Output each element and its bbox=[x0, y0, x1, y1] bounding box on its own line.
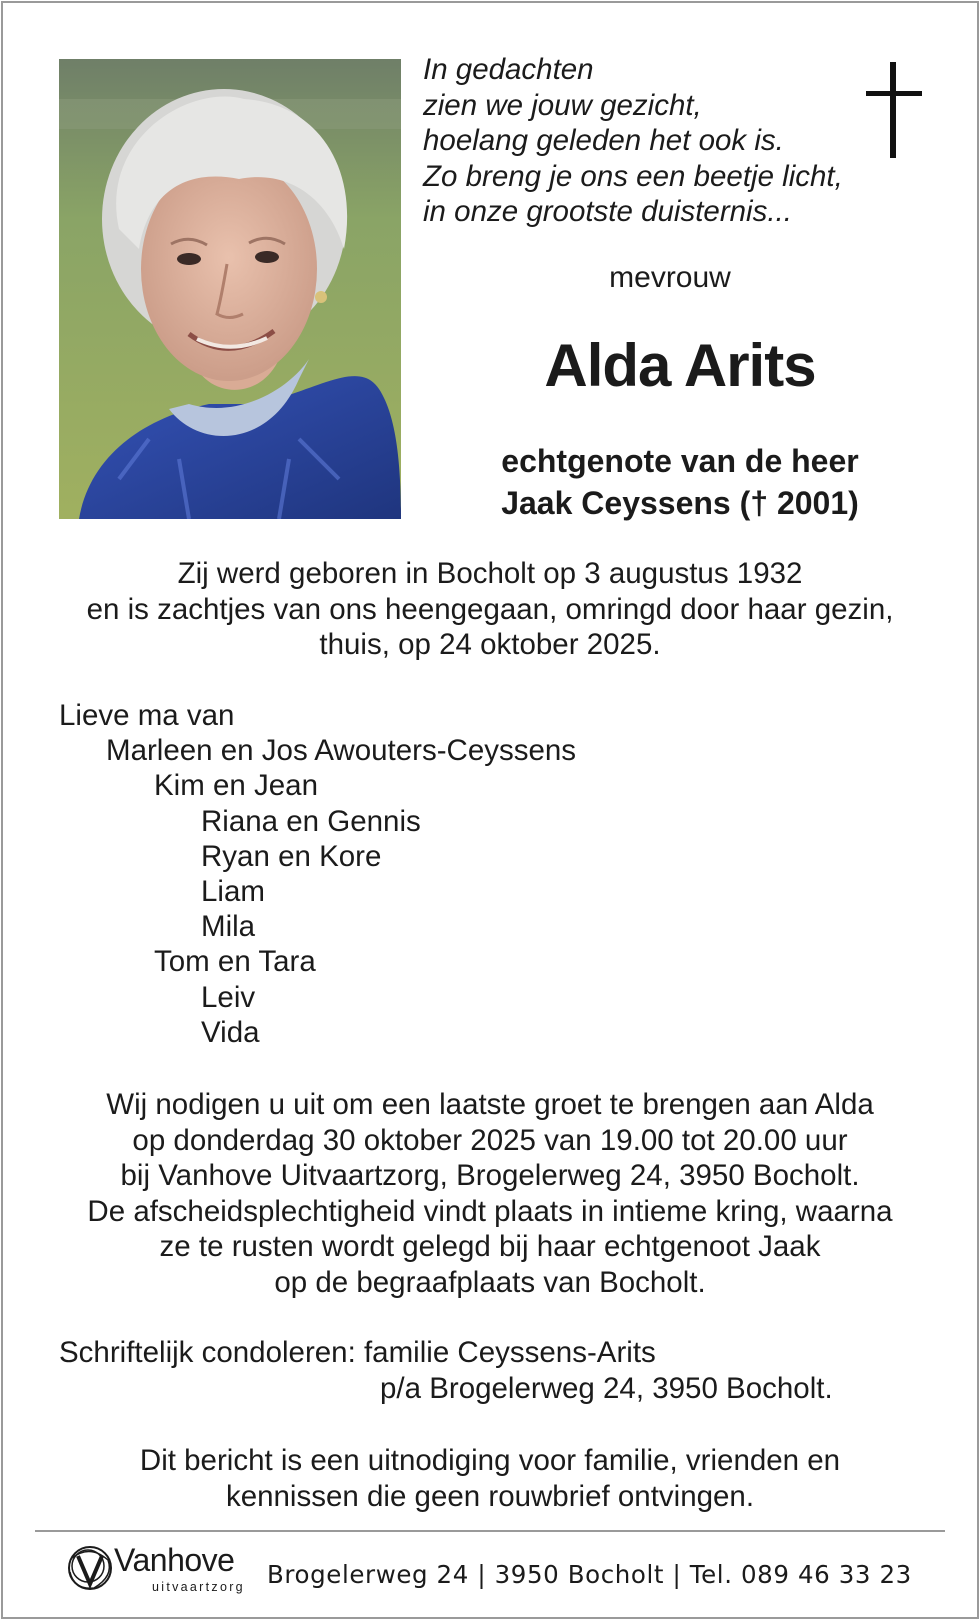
condolence-line: Schriftelijk condoleren: familie Ceyssens-Arits bbox=[59, 1336, 656, 1369]
family-great-grandchild: Ryan en Kore bbox=[201, 839, 382, 873]
brand-subtitle: uitvaartzorg bbox=[152, 1580, 245, 1594]
family-list bbox=[59, 698, 576, 1050]
family-grandchild: Tom en Tara bbox=[154, 945, 316, 979]
poem-line: zien we jouw gezicht, bbox=[423, 88, 702, 122]
family-great-grandchild: Mila bbox=[201, 910, 256, 944]
invitation-line: Wij nodigen u uit om een laatste groet te brengen aan Alda bbox=[106, 1088, 874, 1121]
family-great-grandchild: Vida bbox=[201, 1015, 260, 1049]
invitation-line: De afscheidsplechtigheid vindt plaats in intieme kring, waarna bbox=[87, 1194, 893, 1228]
deceased-name: Alda Arits bbox=[544, 332, 816, 399]
portrait-photo bbox=[59, 59, 401, 519]
notice-line: Dit bericht is een uitnodiging voor familie, vrienden en bbox=[139, 1444, 841, 1477]
memorial-poem bbox=[423, 52, 863, 230]
footer-divider bbox=[35, 1530, 945, 1532]
invitation-line: op de begraafplaats van Bocholt. bbox=[274, 1265, 706, 1299]
poem-line: In gedachten bbox=[423, 53, 594, 86]
family-great-grandchild: Leiv bbox=[201, 980, 256, 1014]
poem-line: in onze grootste duisternis... bbox=[423, 195, 792, 228]
poem-line: hoelang geleden het ook is. bbox=[423, 124, 784, 157]
spouse-line: echtgenote van de heer bbox=[501, 443, 859, 479]
family-grandchild: Kim en Jean bbox=[154, 769, 318, 803]
vanhove-logo bbox=[64, 1540, 254, 1598]
notice-line: kennissen die geen rouwbrief ontvingen. bbox=[225, 1479, 755, 1513]
family-intro: Lieve ma van bbox=[59, 699, 235, 732]
family-children: Marleen en Jos Awouters-Ceyssens bbox=[106, 734, 577, 768]
honorific: mevrouw bbox=[609, 261, 731, 294]
birth-death-text bbox=[30, 556, 950, 663]
spouse-info bbox=[440, 440, 920, 524]
family-great-grandchild: Liam bbox=[201, 875, 265, 909]
vanhove-emblem-icon bbox=[64, 1540, 116, 1596]
cross-icon bbox=[866, 62, 922, 158]
spouse-line: Jaak Ceyssens († 2001) bbox=[501, 485, 859, 521]
born-line: en is zachtjes van ons heengegaan, omringd door haar gezin, bbox=[86, 592, 894, 626]
invitation-line: ze te rusten wordt gelegd bij haar echtgenoot Jaak bbox=[159, 1230, 821, 1263]
born-line: thuis, op 24 oktober 2025. bbox=[319, 628, 661, 661]
invitation-line: bij Vanhove Uitvaartzorg, Brogelerweg 24, 3950 Bocholt. bbox=[120, 1159, 860, 1192]
condolence-address: p/a Brogelerweg 24, 3950 Bocholt. bbox=[380, 1371, 833, 1405]
poem-line: Zo breng je ons een beetje licht, bbox=[423, 159, 843, 193]
brand-name: Vanhove bbox=[114, 1542, 235, 1578]
invitation-line: op donderdag 30 oktober 2025 van 19.00 tot 20.00 uur bbox=[132, 1123, 848, 1157]
invitation-text bbox=[30, 1087, 950, 1300]
condolence-info bbox=[59, 1335, 939, 1406]
notice-text bbox=[30, 1443, 950, 1514]
footer-address: Brogelerweg 24 | 3950 Bocholt | Tel. 089 46 33 23 bbox=[267, 1560, 912, 1589]
born-line: Zij werd geboren in Bocholt op 3 augustus 1932 bbox=[177, 557, 803, 590]
family-great-grandchild: Riana en Gennis bbox=[201, 804, 421, 838]
